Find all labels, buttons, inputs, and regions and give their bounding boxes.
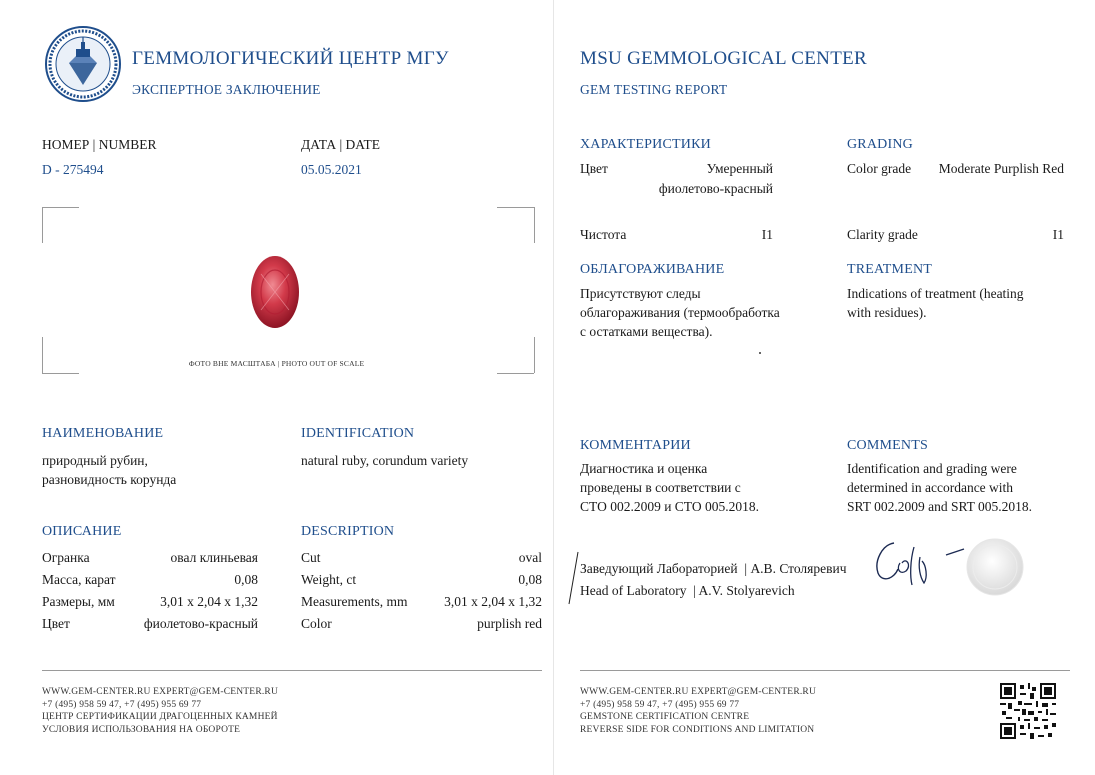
left-footer-phone: +7 (495) 958 59 47, +7 (495) 955 69 77 — [42, 699, 202, 710]
desc-ru-value: 3,01 x 2,04 x 1,32 — [160, 594, 258, 609]
msu-logo — [44, 25, 122, 103]
treatment-ru-text — [580, 284, 780, 341]
char-ru-clarity-value: I1 — [761, 227, 773, 242]
qr-code — [1000, 683, 1056, 739]
right-subtitle: GEM TESTING REPORT — [580, 82, 728, 97]
desc-ru-row-size — [42, 594, 258, 610]
treatment-en-line2: with residues). — [847, 305, 927, 320]
desc-ru-row-cut — [42, 550, 258, 566]
desc-ru-label: Масса, карат — [42, 572, 116, 587]
left-footer — [42, 686, 278, 736]
right-footer-web: WWW.GEM-CENTER.RU EXPERT@GEM-CENTER.RU — [580, 687, 817, 697]
right-footer-phone: +7 (495) 958 59 47, +7 (495) 955 69 77 — [580, 699, 740, 710]
identification-ru-line2: разновидность корунда — [42, 472, 177, 487]
desc-ru-label: Огранка — [42, 550, 90, 565]
grading-color-value: Moderate Purplish Red — [938, 161, 1064, 176]
right-footer-conditions: REVERSE SIDE FOR CONDITIONS AND LIMITATION — [580, 724, 815, 735]
comments-en-line3: SRT 002.2009 and SRT 005.2018. — [847, 499, 1033, 514]
char-ru-clarity-label: Чистота — [580, 227, 627, 242]
characteristics-ru-heading: ХАРАКТЕРИСТИКИ — [580, 137, 711, 152]
desc-ru-label: Цвет — [42, 616, 70, 631]
grading-clarity-value: I1 — [1052, 227, 1064, 242]
date-label: ДАТА | DATE — [301, 137, 381, 152]
signature-title-ru: Заведующий Лабораторией | А.В. Столяревич — [580, 561, 847, 576]
desc-en-row-cut — [301, 550, 542, 566]
desc-ru-row-color — [42, 616, 258, 632]
treatment-en-text — [847, 284, 1024, 322]
left-footer-centre: ЦЕНТР СЕРТИФИКАЦИИ ДРАГОЦЕННЫХ КАМНЕЙ — [42, 712, 278, 722]
desc-en-label: Cut — [301, 550, 321, 565]
scan-speck — [759, 352, 761, 354]
left-footer-divider — [42, 670, 542, 671]
identification-ru-heading: НАИМЕНОВАНИЕ — [42, 426, 164, 441]
signature-title-en: Head of Laboratory | A.V. Stolyarevich — [580, 583, 795, 598]
left-subtitle: ЭКСПЕРТНОЕ ЗАКЛЮЧЕНИЕ — [132, 82, 321, 97]
desc-en-label: Color — [301, 616, 332, 631]
left-footer-web: WWW.GEM-CENTER.RU EXPERT@GEM-CENTER.RU — [42, 687, 279, 697]
signature-pen-stroke — [566, 550, 580, 606]
left-footer-conditions: УСЛОВИЯ ИСПОЛЬЗОВАНИЯ НА ОБОРОТЕ — [42, 724, 241, 735]
desc-en-label: Weight, ct — [301, 572, 357, 587]
treatment-ru-line1: Присутствуют следы — [580, 286, 701, 301]
number-label: НОМЕР | NUMBER — [42, 137, 157, 152]
right-footer-divider — [580, 670, 1070, 671]
comments-en-line1: Identification and grading were — [847, 461, 1017, 476]
date-value: 05.05.2021 — [301, 162, 362, 177]
ruby-gem-image — [249, 254, 301, 330]
left-title: ГЕММОЛОГИЧЕСКИЙ ЦЕНТР МГУ — [132, 48, 449, 69]
comments-ru-line1: Диагностика и оценка — [580, 461, 708, 476]
comments-ru-line2: проведены в соответствии с — [580, 480, 741, 495]
comments-ru-heading: КОММЕНТАРИИ — [580, 438, 691, 453]
description-en-heading: DESCRIPTION — [301, 524, 395, 539]
identification-ru-line1: природный рубин, — [42, 453, 148, 468]
desc-ru-value: фиолетово-красный — [143, 616, 258, 631]
photo-caption: ФОТО ВНЕ МАСШТАБА | PHOTO OUT OF SCALE — [188, 359, 365, 368]
right-title: MSU GEMMOLOGICAL CENTER — [580, 48, 867, 69]
desc-en-value: purplish red — [477, 616, 542, 631]
identification-en-heading: IDENTIFICATION — [301, 426, 415, 441]
right-footer-centre: GEMSTONE CERTIFICATION CENTRE — [580, 712, 750, 722]
char-ru-color-value-2: фиолетово-красный — [658, 181, 773, 196]
description-ru-heading: ОПИСАНИЕ — [42, 524, 122, 539]
comments-ru-text — [580, 459, 759, 516]
desc-en-row-color — [301, 616, 542, 632]
grading-color-label: Color grade — [847, 161, 912, 176]
treatment-en-line1: Indications of treatment (heating — [847, 286, 1024, 301]
comments-en-text — [847, 459, 1032, 516]
grading-en-heading: GRADING — [847, 137, 913, 152]
treatment-ru-heading: ОБЛАГОРАЖИВАНИЕ — [580, 262, 725, 277]
desc-en-row-weight — [301, 572, 542, 588]
comments-en-heading: COMMENTS — [847, 438, 928, 453]
number-value: D - 275494 — [42, 162, 104, 177]
desc-en-label: Measurements, mm — [301, 594, 408, 609]
char-ru-color-label: Цвет — [580, 161, 608, 176]
handwritten-signature — [870, 533, 966, 591]
char-ru-color-value-1: Умеренный — [706, 161, 773, 176]
treatment-ru-line3: с остатками вещества). — [580, 324, 713, 339]
treatment-en-heading: TREATMENT — [847, 262, 933, 277]
desc-en-value: 0,08 — [518, 572, 542, 587]
comments-ru-line3: СТО 002.2009 и СТО 005.2018. — [580, 499, 759, 514]
page-fold — [553, 0, 554, 775]
grading-clarity-label: Clarity grade — [847, 227, 918, 242]
right-footer — [580, 686, 816, 736]
identification-en-line1: natural ruby, corundum variety — [301, 453, 469, 468]
desc-en-value: oval — [518, 550, 542, 565]
comments-en-line2: determined in accordance with — [847, 480, 1014, 495]
desc-en-row-size — [301, 594, 542, 610]
desc-en-value: 3,01 x 2,04 x 1,32 — [444, 594, 542, 609]
desc-ru-value: 0,08 — [234, 572, 258, 587]
treatment-ru-line2: облагораживания (термообработка — [580, 305, 780, 320]
desc-ru-value: овал клиньевая — [170, 550, 258, 565]
seal-stamp — [966, 538, 1024, 596]
desc-ru-label: Размеры, мм — [42, 594, 115, 609]
desc-ru-row-weight — [42, 572, 258, 588]
